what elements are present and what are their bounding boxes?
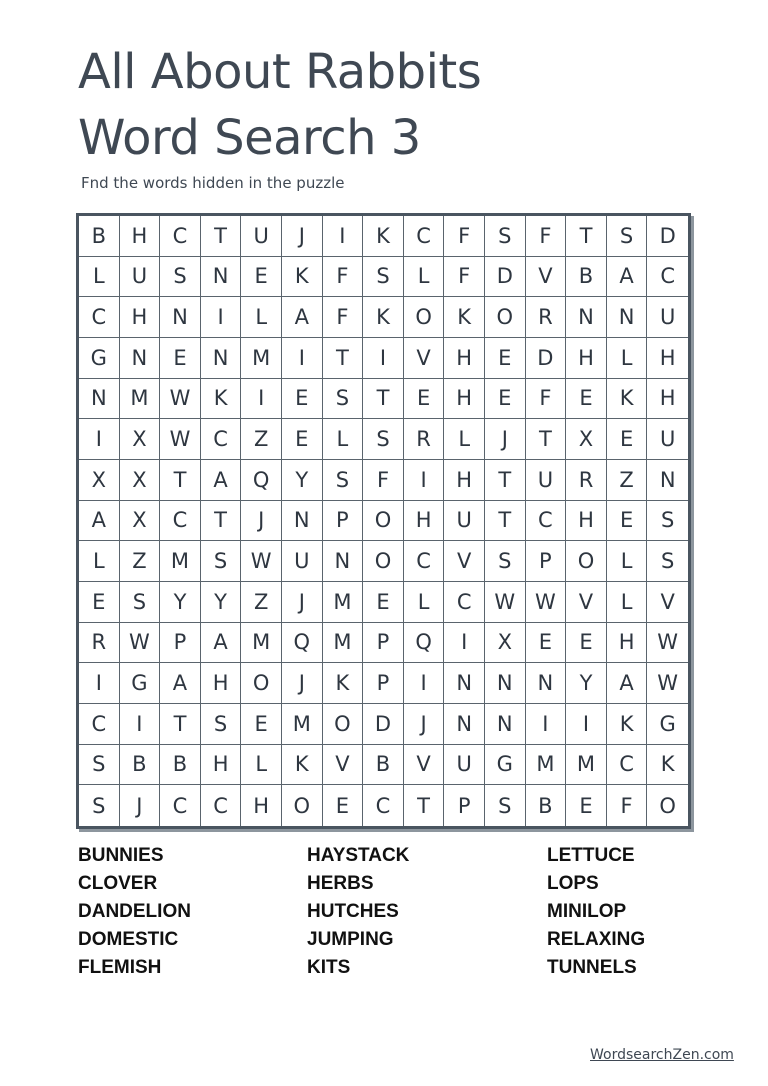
grid-cell[interactable]: K: [607, 379, 648, 420]
grid-cell[interactable]: C: [444, 582, 485, 623]
grid-cell[interactable]: Q: [282, 623, 323, 664]
grid-cell[interactable]: E: [526, 623, 567, 664]
grid-cell[interactable]: F: [323, 257, 364, 298]
grid-cell[interactable]: A: [282, 297, 323, 338]
grid-cell[interactable]: Y: [566, 663, 607, 704]
grid-cell[interactable]: I: [526, 704, 567, 745]
grid-cell[interactable]: R: [526, 297, 567, 338]
grid-cell[interactable]: W: [647, 663, 688, 704]
grid-cell[interactable]: C: [404, 216, 445, 257]
grid-cell[interactable]: I: [566, 704, 607, 745]
grid-cell[interactable]: A: [79, 501, 120, 542]
grid-cell[interactable]: M: [566, 745, 607, 786]
grid-cell[interactable]: E: [404, 379, 445, 420]
grid-cell[interactable]: N: [201, 257, 242, 298]
grid-cell[interactable]: P: [363, 663, 404, 704]
grid-cell[interactable]: F: [526, 216, 567, 257]
grid-cell[interactable]: M: [323, 623, 364, 664]
grid-cell[interactable]: G: [647, 704, 688, 745]
grid-cell[interactable]: Z: [120, 541, 161, 582]
grid-cell[interactable]: T: [526, 419, 567, 460]
grid-cell[interactable]: V: [404, 338, 445, 379]
grid-cell[interactable]: H: [444, 379, 485, 420]
grid-cell[interactable]: K: [323, 663, 364, 704]
grid-cell[interactable]: S: [363, 257, 404, 298]
grid-cell[interactable]: C: [607, 745, 648, 786]
word-list-item: DOMESTIC: [78, 929, 179, 950]
grid-cell[interactable]: L: [404, 257, 445, 298]
grid-cell[interactable]: C: [79, 297, 120, 338]
grid-cell[interactable]: J: [485, 419, 526, 460]
grid-cell[interactable]: M: [526, 745, 567, 786]
grid-cell[interactable]: G: [79, 338, 120, 379]
grid-cell[interactable]: E: [323, 785, 364, 826]
grid-cell[interactable]: X: [485, 623, 526, 664]
grid-cell[interactable]: S: [79, 745, 120, 786]
grid-cell[interactable]: A: [160, 663, 201, 704]
grid-cell[interactable]: F: [323, 297, 364, 338]
grid-cell[interactable]: E: [282, 379, 323, 420]
grid-cell[interactable]: S: [647, 541, 688, 582]
grid-cell[interactable]: W: [526, 582, 567, 623]
grid-cell[interactable]: T: [323, 338, 364, 379]
grid-cell[interactable]: V: [526, 257, 567, 298]
grid-cell[interactable]: C: [363, 785, 404, 826]
grid-cell[interactable]: N: [79, 379, 120, 420]
word-column-3: [547, 842, 645, 982]
grid-cell[interactable]: I: [120, 704, 161, 745]
grid-cell[interactable]: A: [201, 460, 242, 501]
grid-cell[interactable]: U: [282, 541, 323, 582]
grid-cell[interactable]: E: [241, 704, 282, 745]
grid-cell[interactable]: O: [241, 663, 282, 704]
grid-cell[interactable]: H: [647, 338, 688, 379]
grid-cell[interactable]: G: [120, 663, 161, 704]
grid-cell[interactable]: F: [444, 257, 485, 298]
grid-cell[interactable]: S: [485, 541, 526, 582]
grid-cell[interactable]: T: [160, 460, 201, 501]
grid-cell[interactable]: H: [201, 745, 242, 786]
grid-cell[interactable]: L: [79, 541, 120, 582]
grid-cell[interactable]: S: [647, 501, 688, 542]
grid-cell[interactable]: S: [485, 216, 526, 257]
grid-cell[interactable]: S: [485, 785, 526, 826]
grid-cell[interactable]: T: [566, 216, 607, 257]
grid-cell[interactable]: A: [201, 623, 242, 664]
grid-cell[interactable]: D: [485, 257, 526, 298]
grid-cell[interactable]: N: [120, 338, 161, 379]
grid-cell[interactable]: N: [444, 663, 485, 704]
grid-cell[interactable]: I: [363, 338, 404, 379]
grid-cell[interactable]: O: [323, 704, 364, 745]
grid-cell[interactable]: C: [201, 419, 242, 460]
grid-cell[interactable]: I: [404, 663, 445, 704]
grid-cell[interactable]: O: [363, 541, 404, 582]
grid-cell[interactable]: N: [160, 297, 201, 338]
grid-cell[interactable]: I: [282, 338, 323, 379]
grid-cell[interactable]: H: [120, 297, 161, 338]
word-list-item: KITS: [307, 957, 351, 978]
grid-cell[interactable]: L: [404, 582, 445, 623]
grid-cell[interactable]: L: [241, 297, 282, 338]
site-link[interactable]: WordsearchZen.com: [590, 1047, 734, 1063]
grid-cell[interactable]: L: [607, 582, 648, 623]
grid-cell[interactable]: J: [120, 785, 161, 826]
word-list-item: CLOVER: [78, 873, 158, 894]
grid-cell[interactable]: E: [241, 257, 282, 298]
word-column-1: [78, 842, 191, 982]
grid-cell[interactable]: N: [201, 338, 242, 379]
grid-cell[interactable]: M: [282, 704, 323, 745]
grid-cell[interactable]: C: [647, 257, 688, 298]
grid-cell[interactable]: I: [79, 419, 120, 460]
grid-cell[interactable]: D: [647, 216, 688, 257]
grid-cell[interactable]: L: [607, 338, 648, 379]
grid-cell[interactable]: Z: [241, 419, 282, 460]
grid-cell[interactable]: I: [241, 379, 282, 420]
grid-cell[interactable]: O: [566, 541, 607, 582]
grid-cell[interactable]: X: [120, 419, 161, 460]
grid-cell[interactable]: E: [485, 379, 526, 420]
grid-cell[interactable]: V: [566, 582, 607, 623]
grid-cell[interactable]: N: [485, 663, 526, 704]
grid-cell[interactable]: N: [607, 297, 648, 338]
grid-cell[interactable]: I: [404, 460, 445, 501]
grid-cell[interactable]: U: [444, 745, 485, 786]
grid-cell[interactable]: L: [241, 745, 282, 786]
grid-cell[interactable]: B: [363, 745, 404, 786]
puzzle-grid: [79, 216, 688, 826]
grid-cell[interactable]: D: [363, 704, 404, 745]
grid-cell[interactable]: Y: [160, 582, 201, 623]
grid-cell[interactable]: E: [79, 582, 120, 623]
grid-cell[interactable]: C: [526, 501, 567, 542]
word-list-item: MINILOP: [547, 901, 627, 922]
grid-cell[interactable]: E: [566, 379, 607, 420]
grid-cell[interactable]: E: [363, 582, 404, 623]
title-line-1: All About Rabbits: [78, 44, 482, 100]
grid-cell[interactable]: T: [485, 460, 526, 501]
grid-cell[interactable]: H: [647, 379, 688, 420]
grid-cell[interactable]: F: [526, 379, 567, 420]
grid-cell[interactable]: B: [79, 216, 120, 257]
grid-cell[interactable]: N: [526, 663, 567, 704]
grid-cell[interactable]: J: [282, 663, 323, 704]
grid-cell[interactable]: J: [404, 704, 445, 745]
grid-cell[interactable]: S: [120, 582, 161, 623]
word-list-item: DANDELION: [78, 901, 191, 922]
grid-cell[interactable]: X: [566, 419, 607, 460]
grid-cell[interactable]: R: [566, 460, 607, 501]
grid-cell[interactable]: U: [120, 257, 161, 298]
grid-cell[interactable]: U: [241, 216, 282, 257]
grid-cell[interactable]: Q: [241, 460, 282, 501]
grid-cell[interactable]: W: [160, 379, 201, 420]
grid-cell[interactable]: U: [526, 460, 567, 501]
word-list-item: HERBS: [307, 873, 374, 894]
grid-cell[interactable]: Q: [404, 623, 445, 664]
grid-cell[interactable]: R: [404, 419, 445, 460]
grid-cell[interactable]: N: [444, 704, 485, 745]
grid-cell[interactable]: U: [647, 297, 688, 338]
grid-cell[interactable]: L: [607, 541, 648, 582]
grid-cell[interactable]: O: [363, 501, 404, 542]
grid-cell[interactable]: E: [566, 785, 607, 826]
word-list-item: RELAXING: [547, 929, 646, 950]
grid-cell[interactable]: H: [444, 460, 485, 501]
grid-cell[interactable]: T: [404, 785, 445, 826]
grid-cell[interactable]: P: [160, 623, 201, 664]
grid-cell[interactable]: W: [120, 623, 161, 664]
grid-cell[interactable]: K: [363, 216, 404, 257]
grid-cell[interactable]: J: [282, 216, 323, 257]
grid-cell[interactable]: V: [444, 541, 485, 582]
grid-cell[interactable]: A: [607, 663, 648, 704]
grid-cell[interactable]: S: [607, 216, 648, 257]
grid-cell[interactable]: P: [363, 623, 404, 664]
grid-cell[interactable]: M: [241, 623, 282, 664]
grid-cell[interactable]: O: [404, 297, 445, 338]
grid-cell[interactable]: W: [241, 541, 282, 582]
grid-cell[interactable]: N: [485, 704, 526, 745]
grid-cell[interactable]: F: [363, 460, 404, 501]
grid-cell[interactable]: N: [647, 460, 688, 501]
grid-cell[interactable]: X: [120, 501, 161, 542]
grid-cell[interactable]: B: [566, 257, 607, 298]
word-list-item: HAYSTACK: [307, 845, 410, 866]
grid-cell[interactable]: M: [120, 379, 161, 420]
grid-cell[interactable]: C: [404, 541, 445, 582]
grid-cell[interactable]: G: [485, 745, 526, 786]
grid-cell[interactable]: J: [241, 501, 282, 542]
grid-cell[interactable]: X: [120, 460, 161, 501]
grid-cell[interactable]: I: [201, 297, 242, 338]
grid-cell[interactable]: L: [79, 257, 120, 298]
word-list-item: LETTUCE: [547, 845, 635, 866]
grid-cell[interactable]: M: [323, 582, 364, 623]
grid-cell[interactable]: R: [79, 623, 120, 664]
grid-cell[interactable]: N: [282, 501, 323, 542]
grid-cell[interactable]: U: [647, 419, 688, 460]
grid-cell[interactable]: H: [566, 338, 607, 379]
puzzle-grid-frame: [76, 213, 691, 829]
grid-cell[interactable]: P: [444, 785, 485, 826]
grid-cell[interactable]: V: [404, 745, 445, 786]
grid-cell[interactable]: S: [363, 419, 404, 460]
grid-cell[interactable]: S: [323, 379, 364, 420]
grid-cell[interactable]: P: [323, 501, 364, 542]
grid-cell[interactable]: E: [607, 501, 648, 542]
grid-cell[interactable]: X: [79, 460, 120, 501]
grid-cell[interactable]: C: [79, 704, 120, 745]
grid-cell[interactable]: P: [526, 541, 567, 582]
grid-cell[interactable]: C: [201, 785, 242, 826]
grid-cell[interactable]: V: [647, 582, 688, 623]
instructions: Fnd the words hidden in the puzzle: [81, 174, 345, 192]
grid-cell[interactable]: K: [282, 257, 323, 298]
word-list-item: HUTCHES: [307, 901, 399, 922]
grid-cell[interactable]: S: [323, 460, 364, 501]
grid-cell[interactable]: E: [282, 419, 323, 460]
grid-cell[interactable]: S: [79, 785, 120, 826]
grid-cell[interactable]: I: [444, 623, 485, 664]
word-list-item: FLEMISH: [78, 957, 162, 978]
grid-cell[interactable]: I: [79, 663, 120, 704]
grid-cell[interactable]: H: [444, 338, 485, 379]
grid-cell[interactable]: F: [607, 785, 648, 826]
grid-cell[interactable]: H: [566, 501, 607, 542]
grid-cell[interactable]: Y: [201, 582, 242, 623]
grid-cell[interactable]: F: [444, 216, 485, 257]
grid-cell[interactable]: W: [647, 623, 688, 664]
word-list-item: LOPS: [547, 873, 599, 894]
grid-cell[interactable]: B: [160, 745, 201, 786]
grid-cell[interactable]: D: [526, 338, 567, 379]
grid-cell[interactable]: K: [607, 704, 648, 745]
grid-cell[interactable]: A: [607, 257, 648, 298]
grid-cell[interactable]: K: [363, 297, 404, 338]
word-list-item: JUMPING: [307, 929, 394, 950]
grid-cell[interactable]: S: [201, 704, 242, 745]
grid-cell[interactable]: H: [201, 663, 242, 704]
grid-cell[interactable]: E: [485, 338, 526, 379]
grid-cell[interactable]: Y: [282, 460, 323, 501]
grid-cell[interactable]: H: [120, 216, 161, 257]
grid-cell[interactable]: O: [485, 297, 526, 338]
grid-cell[interactable]: B: [526, 785, 567, 826]
grid-cell[interactable]: T: [485, 501, 526, 542]
grid-cell[interactable]: N: [323, 541, 364, 582]
grid-cell[interactable]: U: [444, 501, 485, 542]
grid-cell[interactable]: B: [120, 745, 161, 786]
grid-cell[interactable]: H: [241, 785, 282, 826]
grid-cell[interactable]: I: [323, 216, 364, 257]
grid-cell[interactable]: K: [444, 297, 485, 338]
word-list-item: BUNNIES: [78, 845, 164, 866]
grid-cell[interactable]: C: [160, 216, 201, 257]
grid-cell[interactable]: T: [160, 704, 201, 745]
grid-cell[interactable]: T: [201, 216, 242, 257]
grid-cell[interactable]: L: [323, 419, 364, 460]
word-column-2: [307, 842, 409, 982]
grid-cell[interactable]: L: [444, 419, 485, 460]
grid-cell[interactable]: O: [659, 793, 676, 818]
grid-cell[interactable]: S: [201, 541, 242, 582]
grid-cell[interactable]: Z: [241, 582, 282, 623]
grid-cell[interactable]: C: [160, 501, 201, 542]
grid-cell[interactable]: K: [647, 745, 688, 786]
grid-cell[interactable]: N: [566, 297, 607, 338]
grid-cell[interactable]: W: [485, 582, 526, 623]
grid-cell[interactable]: K: [201, 379, 242, 420]
grid-cell[interactable]: J: [282, 582, 323, 623]
grid-cell[interactable]: S: [160, 257, 201, 298]
grid-cell[interactable]: E: [607, 419, 648, 460]
grid-cell[interactable]: T: [201, 501, 242, 542]
grid-cell[interactable]: H: [404, 501, 445, 542]
title-line-2: Word Search 3: [78, 110, 421, 166]
grid-cell[interactable]: M: [160, 541, 201, 582]
grid-cell[interactable]: K: [282, 745, 323, 786]
word-list-item: TUNNELS: [547, 957, 637, 978]
grid-cell[interactable]: O: [282, 785, 323, 826]
grid-cell[interactable]: H: [607, 623, 648, 664]
grid-cell[interactable]: T: [363, 379, 404, 420]
grid-cell[interactable]: W: [160, 419, 201, 460]
grid-cell[interactable]: M: [241, 338, 282, 379]
grid-cell[interactable]: E: [160, 338, 201, 379]
grid-cell[interactable]: E: [566, 623, 607, 664]
grid-cell[interactable]: V: [323, 745, 364, 786]
grid-cell[interactable]: Z: [607, 460, 648, 501]
grid-cell[interactable]: C: [160, 785, 201, 826]
